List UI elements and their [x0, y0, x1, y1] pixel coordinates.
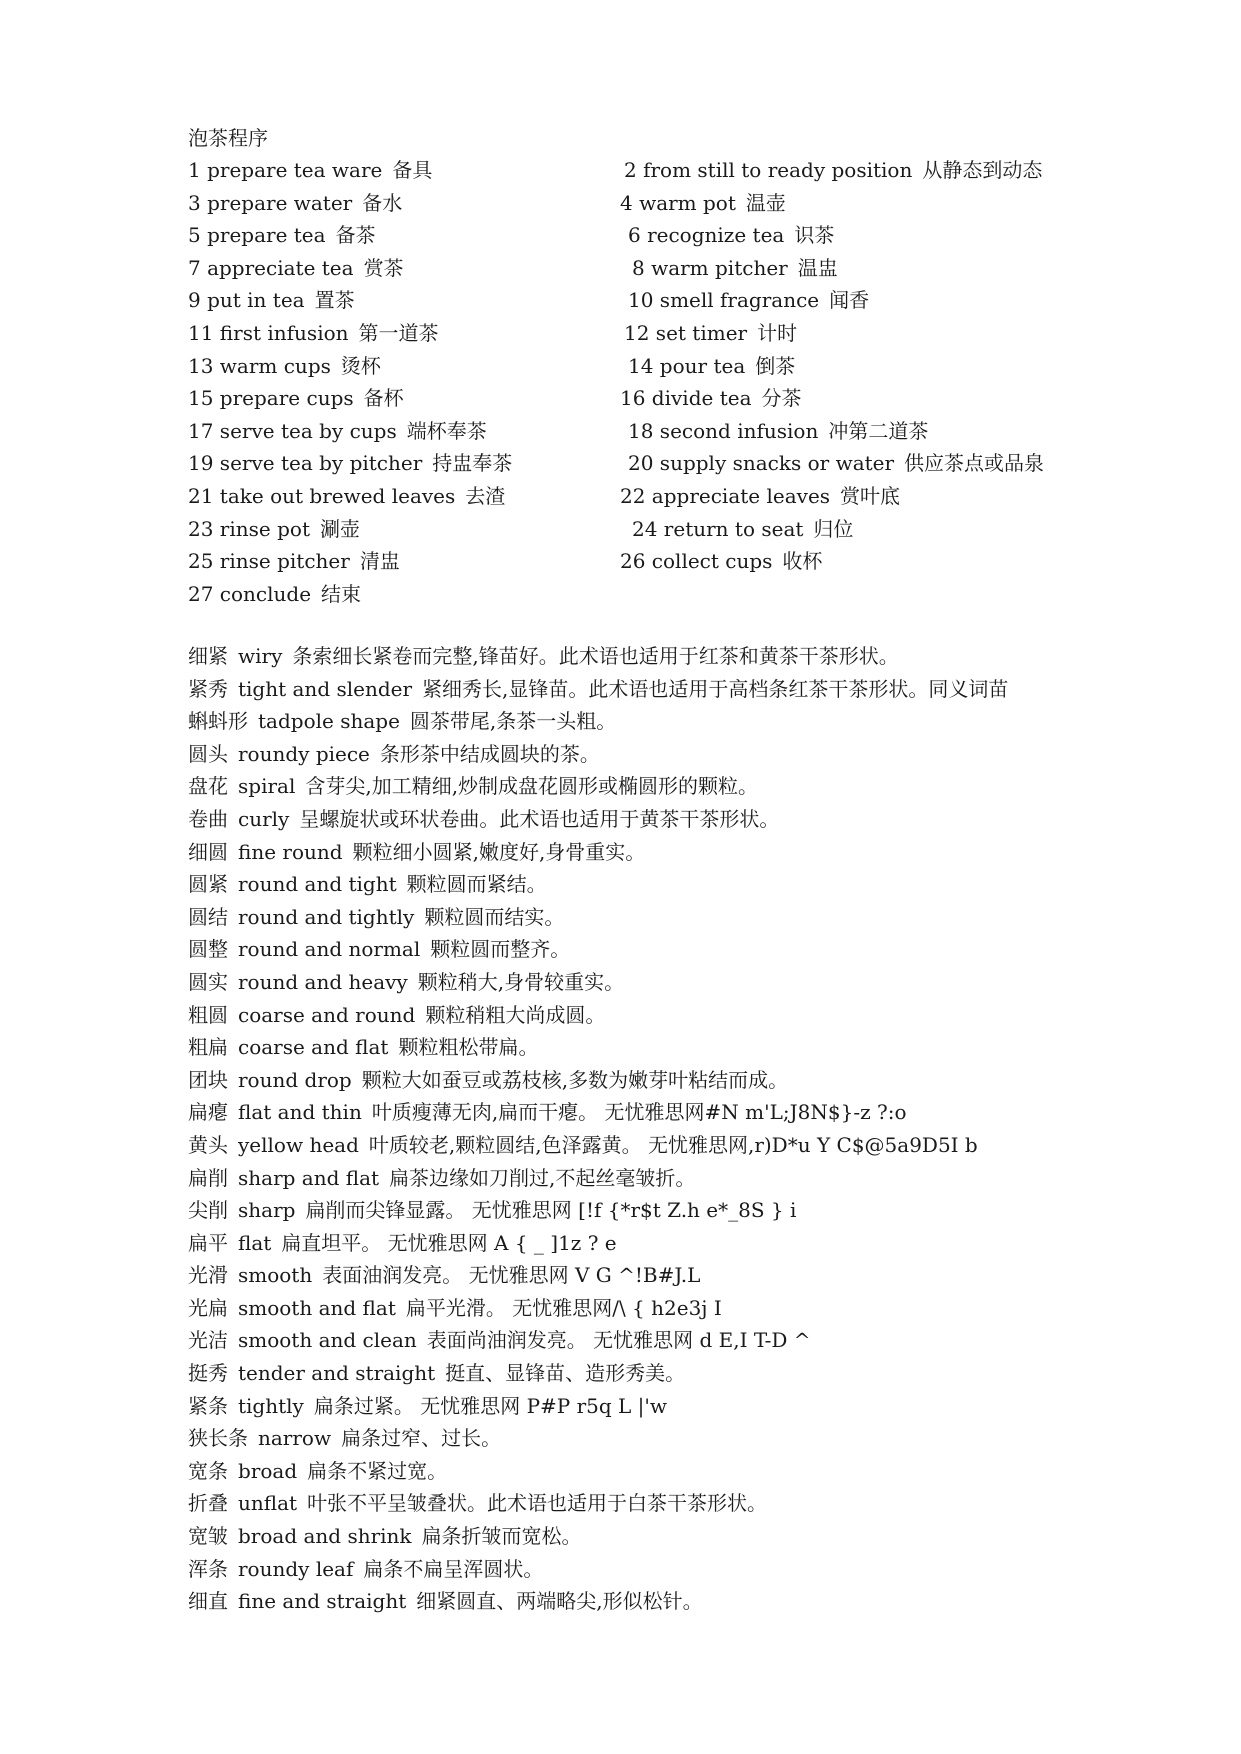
- step-item: 9 put in tea 置茶: [188, 288, 355, 313]
- term-description: 颗粒粗松带扁。: [398, 1035, 539, 1060]
- step-item: 13 warm cups 烫杯: [188, 353, 381, 378]
- term-chinese: 圆整: [188, 937, 228, 962]
- term-row: [188, 705, 1188, 738]
- step-item: 19 serve tea by pitcher 持盅奉茶: [188, 451, 513, 476]
- step-item: 1 prepare tea ware 备具: [188, 158, 433, 182]
- term-chinese: 圆实: [188, 969, 228, 994]
- term-description: 扁直坦平。 无忧雅思网 A { _ ]1z ? e: [281, 1230, 617, 1255]
- term-english: coarse and round: [238, 1002, 416, 1027]
- step-item: 18 second infusion 冲第二道茶: [628, 418, 929, 443]
- term-description: 颗粒圆而结实。: [424, 904, 565, 929]
- term-chinese: 扁削: [188, 1165, 228, 1190]
- step-item: 20 supply snacks or water 供应茶点或品泉: [628, 451, 1045, 476]
- term-row: [188, 933, 1188, 966]
- step-item: 15 prepare cups 备杯: [188, 386, 404, 411]
- term-chinese: 圆结: [188, 904, 228, 929]
- term-english: round and tight: [238, 872, 397, 897]
- term-english: spiral: [238, 774, 296, 799]
- step-item: 10 smell fragrance 闻香: [628, 288, 870, 313]
- term-description: 叶张不平呈皱叠状。此术语也适用于白茶干茶形状。: [307, 1491, 768, 1516]
- term-description: 扁削而尖锋显露。 无忧雅思网 [!f {*r$t Z.h e*_8S } i: [305, 1198, 797, 1223]
- step-item: 14 pour tea 倒茶: [628, 353, 796, 378]
- term-row: [188, 1162, 1188, 1195]
- term-english: sharp: [238, 1198, 296, 1223]
- tea-shape-terms: [188, 640, 1188, 1618]
- term-chinese: 细直: [188, 1589, 228, 1614]
- term-english: broad: [238, 1458, 298, 1483]
- term-chinese: 紧秀: [188, 676, 228, 701]
- term-row: [188, 1064, 1188, 1097]
- step-item: 23 rinse pot 涮壶: [188, 516, 360, 541]
- term-row: [188, 901, 1188, 934]
- term-english: unflat: [238, 1491, 298, 1516]
- step-item: 7 appreciate tea 赏茶: [188, 255, 404, 280]
- term-description: 呈螺旋状或环状卷曲。此术语也适用于黄茶干茶形状。: [299, 806, 780, 831]
- term-description: 扁条过窄、过长。: [341, 1426, 502, 1451]
- step-item: 17 serve tea by cups 端杯奉茶: [188, 418, 487, 443]
- term-chinese: 光滑: [188, 1263, 228, 1288]
- step-item: 2 from still to ready position 从静态到动态: [624, 158, 1043, 182]
- step-row: [188, 317, 1068, 350]
- term-description: 颗粒圆而紧结。: [406, 872, 547, 897]
- term-description: 颗粒大如蚕豆或荔枝核,多数为嫩芽叶粘结而成。: [361, 1067, 789, 1092]
- term-english: roundy leaf: [238, 1556, 354, 1581]
- term-chinese: 宽条: [188, 1458, 228, 1483]
- term-english: tightly: [238, 1393, 304, 1418]
- step-row: [188, 187, 1068, 220]
- term-description: 扁茶边缘如刀削过,不起丝毫皱折。: [389, 1165, 696, 1190]
- step-row: [188, 350, 1068, 383]
- step-row: [188, 382, 1068, 415]
- term-chinese: 圆紧: [188, 872, 228, 897]
- term-description: 挺直、显锋苗、造形秀美。: [445, 1361, 686, 1386]
- page-title: 泡茶程序: [188, 126, 268, 150]
- term-english: fine round: [238, 839, 343, 864]
- term-description: 扁平光滑。 无忧雅思网/\ { h2e3j I: [405, 1295, 722, 1320]
- term-description: 表面油润发亮。 无忧雅思网 V G ^!B#J.L: [322, 1263, 701, 1288]
- term-description: 条索细长紧卷而完整,锋苗好。此术语也适用于红茶和黄茶干茶形状。: [292, 644, 899, 668]
- term-description: 扁条不扁呈浑圆状。: [363, 1556, 544, 1581]
- term-english: round drop: [238, 1067, 352, 1092]
- term-description: 扁条过紧。 无忧雅思网 P#P r5q L |'w: [313, 1393, 668, 1418]
- step-row: [188, 545, 1068, 578]
- term-english: round and heavy: [238, 969, 408, 994]
- term-english: broad and shrink: [238, 1524, 412, 1549]
- step-item: 16 divide tea 分茶: [620, 386, 802, 411]
- term-english: tadpole shape: [258, 709, 400, 734]
- term-row: [188, 966, 1188, 999]
- step-item: 27 conclude 结束: [188, 581, 362, 606]
- step-row: [188, 415, 1068, 448]
- term-row: [188, 1324, 1188, 1357]
- term-chinese: 挺秀: [188, 1361, 228, 1386]
- step-row: [188, 513, 1068, 546]
- term-description: 紧细秀长,显锋苗。此术语也适用于高档条红茶干茶形状。同义词苗: [422, 676, 1009, 701]
- term-chinese: 紧条: [188, 1393, 228, 1418]
- term-english: fine and straight: [238, 1589, 407, 1614]
- term-english: round and tightly: [238, 904, 415, 929]
- term-chinese: 宽皱: [188, 1524, 228, 1549]
- step-item: 4 warm pot 温壶: [620, 190, 786, 215]
- term-english: sharp and flat: [238, 1165, 380, 1190]
- term-row: [188, 1292, 1188, 1325]
- term-english: narrow: [258, 1426, 332, 1451]
- term-row: [188, 836, 1188, 869]
- term-row: [188, 770, 1188, 803]
- term-english: flat and thin: [238, 1100, 362, 1125]
- term-row: [188, 640, 1188, 673]
- term-description: 叶质较老,颗粒圆结,色泽露黄。 无忧雅思网,r)D*u Y C$@5a9D5I b: [368, 1132, 978, 1157]
- term-chinese: 折叠: [188, 1491, 228, 1516]
- step-row: [188, 578, 1068, 611]
- term-row: [188, 673, 1188, 706]
- step-row: [188, 219, 1068, 252]
- term-chinese: 尖削: [188, 1198, 228, 1223]
- term-chinese: 盘花: [188, 774, 228, 799]
- step-row: [188, 480, 1068, 513]
- term-row: [188, 1096, 1188, 1129]
- term-chinese: 团块: [188, 1067, 228, 1092]
- term-chinese: 光洁: [188, 1328, 228, 1353]
- term-chinese: 卷曲: [188, 806, 228, 831]
- term-row: [188, 1259, 1188, 1292]
- tea-procedure-steps: [188, 154, 1068, 610]
- step-row: [188, 284, 1068, 317]
- term-description: 扁条不紧过宽。: [307, 1458, 448, 1483]
- term-chinese: 细圆: [188, 839, 228, 864]
- term-english: smooth: [238, 1263, 313, 1288]
- term-description: 含芽尖,加工精细,炒制成盘花圆形或椭圆形的颗粒。: [305, 774, 759, 799]
- term-description: 颗粒细小圆紧,嫩度好,身骨重实。: [352, 839, 646, 864]
- term-chinese: 狭长条: [188, 1426, 248, 1451]
- step-item: 24 return to seat 归位: [632, 516, 854, 541]
- term-row: [188, 1455, 1188, 1488]
- term-chinese: 黄头: [188, 1132, 228, 1157]
- term-description: 条形茶中结成圆块的茶。: [379, 741, 600, 766]
- term-row: [188, 1357, 1188, 1390]
- term-description: 扁条折皱而宽松。: [421, 1524, 582, 1549]
- term-description: 颗粒稍大,身骨较重实。: [417, 969, 625, 994]
- term-chinese: 浑条: [188, 1556, 228, 1581]
- term-row: [188, 1194, 1188, 1227]
- term-row: [188, 1585, 1188, 1618]
- step-item: 8 warm pitcher 温盅: [632, 255, 838, 280]
- term-chinese: 扁平: [188, 1230, 228, 1255]
- term-row: [188, 1487, 1188, 1520]
- step-item: 26 collect cups 收杯: [620, 549, 823, 574]
- term-english: tender and straight: [238, 1361, 436, 1386]
- step-item: 12 set timer 计时: [624, 320, 798, 345]
- step-row: [188, 252, 1068, 285]
- term-row: [188, 738, 1188, 771]
- step-item: 6 recognize tea 识茶: [628, 223, 835, 248]
- term-chinese: 粗圆: [188, 1002, 228, 1027]
- term-english: smooth and flat: [238, 1295, 396, 1320]
- term-row: [188, 1227, 1188, 1260]
- term-english: curly: [238, 806, 290, 831]
- term-english: smooth and clean: [238, 1328, 417, 1353]
- term-row: [188, 868, 1188, 901]
- step-item: 5 prepare tea 备茶: [188, 223, 376, 248]
- term-english: yellow head: [238, 1132, 359, 1157]
- term-description: 叶质瘦薄无肉,扁而干瘪。 无忧雅思网#N m'L;J8N$}-z ?:o: [371, 1100, 907, 1125]
- term-description: 圆茶带尾,条茶一头粗。: [409, 709, 617, 734]
- step-item: 25 rinse pitcher 清盅: [188, 549, 400, 574]
- term-row: [188, 1390, 1188, 1423]
- term-row: [188, 999, 1188, 1032]
- term-row: [188, 1031, 1188, 1064]
- term-chinese: 细紧: [188, 644, 228, 668]
- term-chinese: 扁瘪: [188, 1100, 228, 1125]
- term-description: 颗粒圆而整齐。: [430, 937, 571, 962]
- term-english: wiry: [238, 644, 283, 668]
- term-row: [188, 1129, 1188, 1162]
- step-row: [188, 154, 1068, 187]
- term-chinese: 粗扁: [188, 1035, 228, 1060]
- term-english: coarse and flat: [238, 1035, 389, 1060]
- term-chinese: 光扁: [188, 1295, 228, 1320]
- term-row: [188, 1520, 1188, 1553]
- step-row: [188, 447, 1068, 480]
- term-english: tight and slender: [238, 676, 413, 701]
- term-row: [188, 1553, 1188, 1586]
- term-description: 颗粒稍粗大尚成圆。: [425, 1002, 606, 1027]
- term-description: 细紧圆直、两端略尖,形似松针。: [416, 1589, 703, 1614]
- step-item: 22 appreciate leaves 赏叶底: [620, 483, 901, 508]
- term-chinese: 蝌蚪形: [188, 709, 248, 734]
- term-english: flat: [238, 1230, 272, 1255]
- term-description: 表面尚油润发亮。 无忧雅思网 d E,I T-D ^: [426, 1328, 811, 1353]
- term-row: [188, 1422, 1188, 1455]
- term-english: roundy piece: [238, 741, 370, 766]
- term-chinese: 圆头: [188, 741, 228, 766]
- term-english: round and normal: [238, 937, 421, 962]
- step-item: 11 first infusion 第一道茶: [188, 320, 439, 345]
- step-item: 21 take out brewed leaves 去渣: [188, 483, 506, 508]
- term-row: [188, 803, 1188, 836]
- step-item: 3 prepare water 备水: [188, 190, 403, 215]
